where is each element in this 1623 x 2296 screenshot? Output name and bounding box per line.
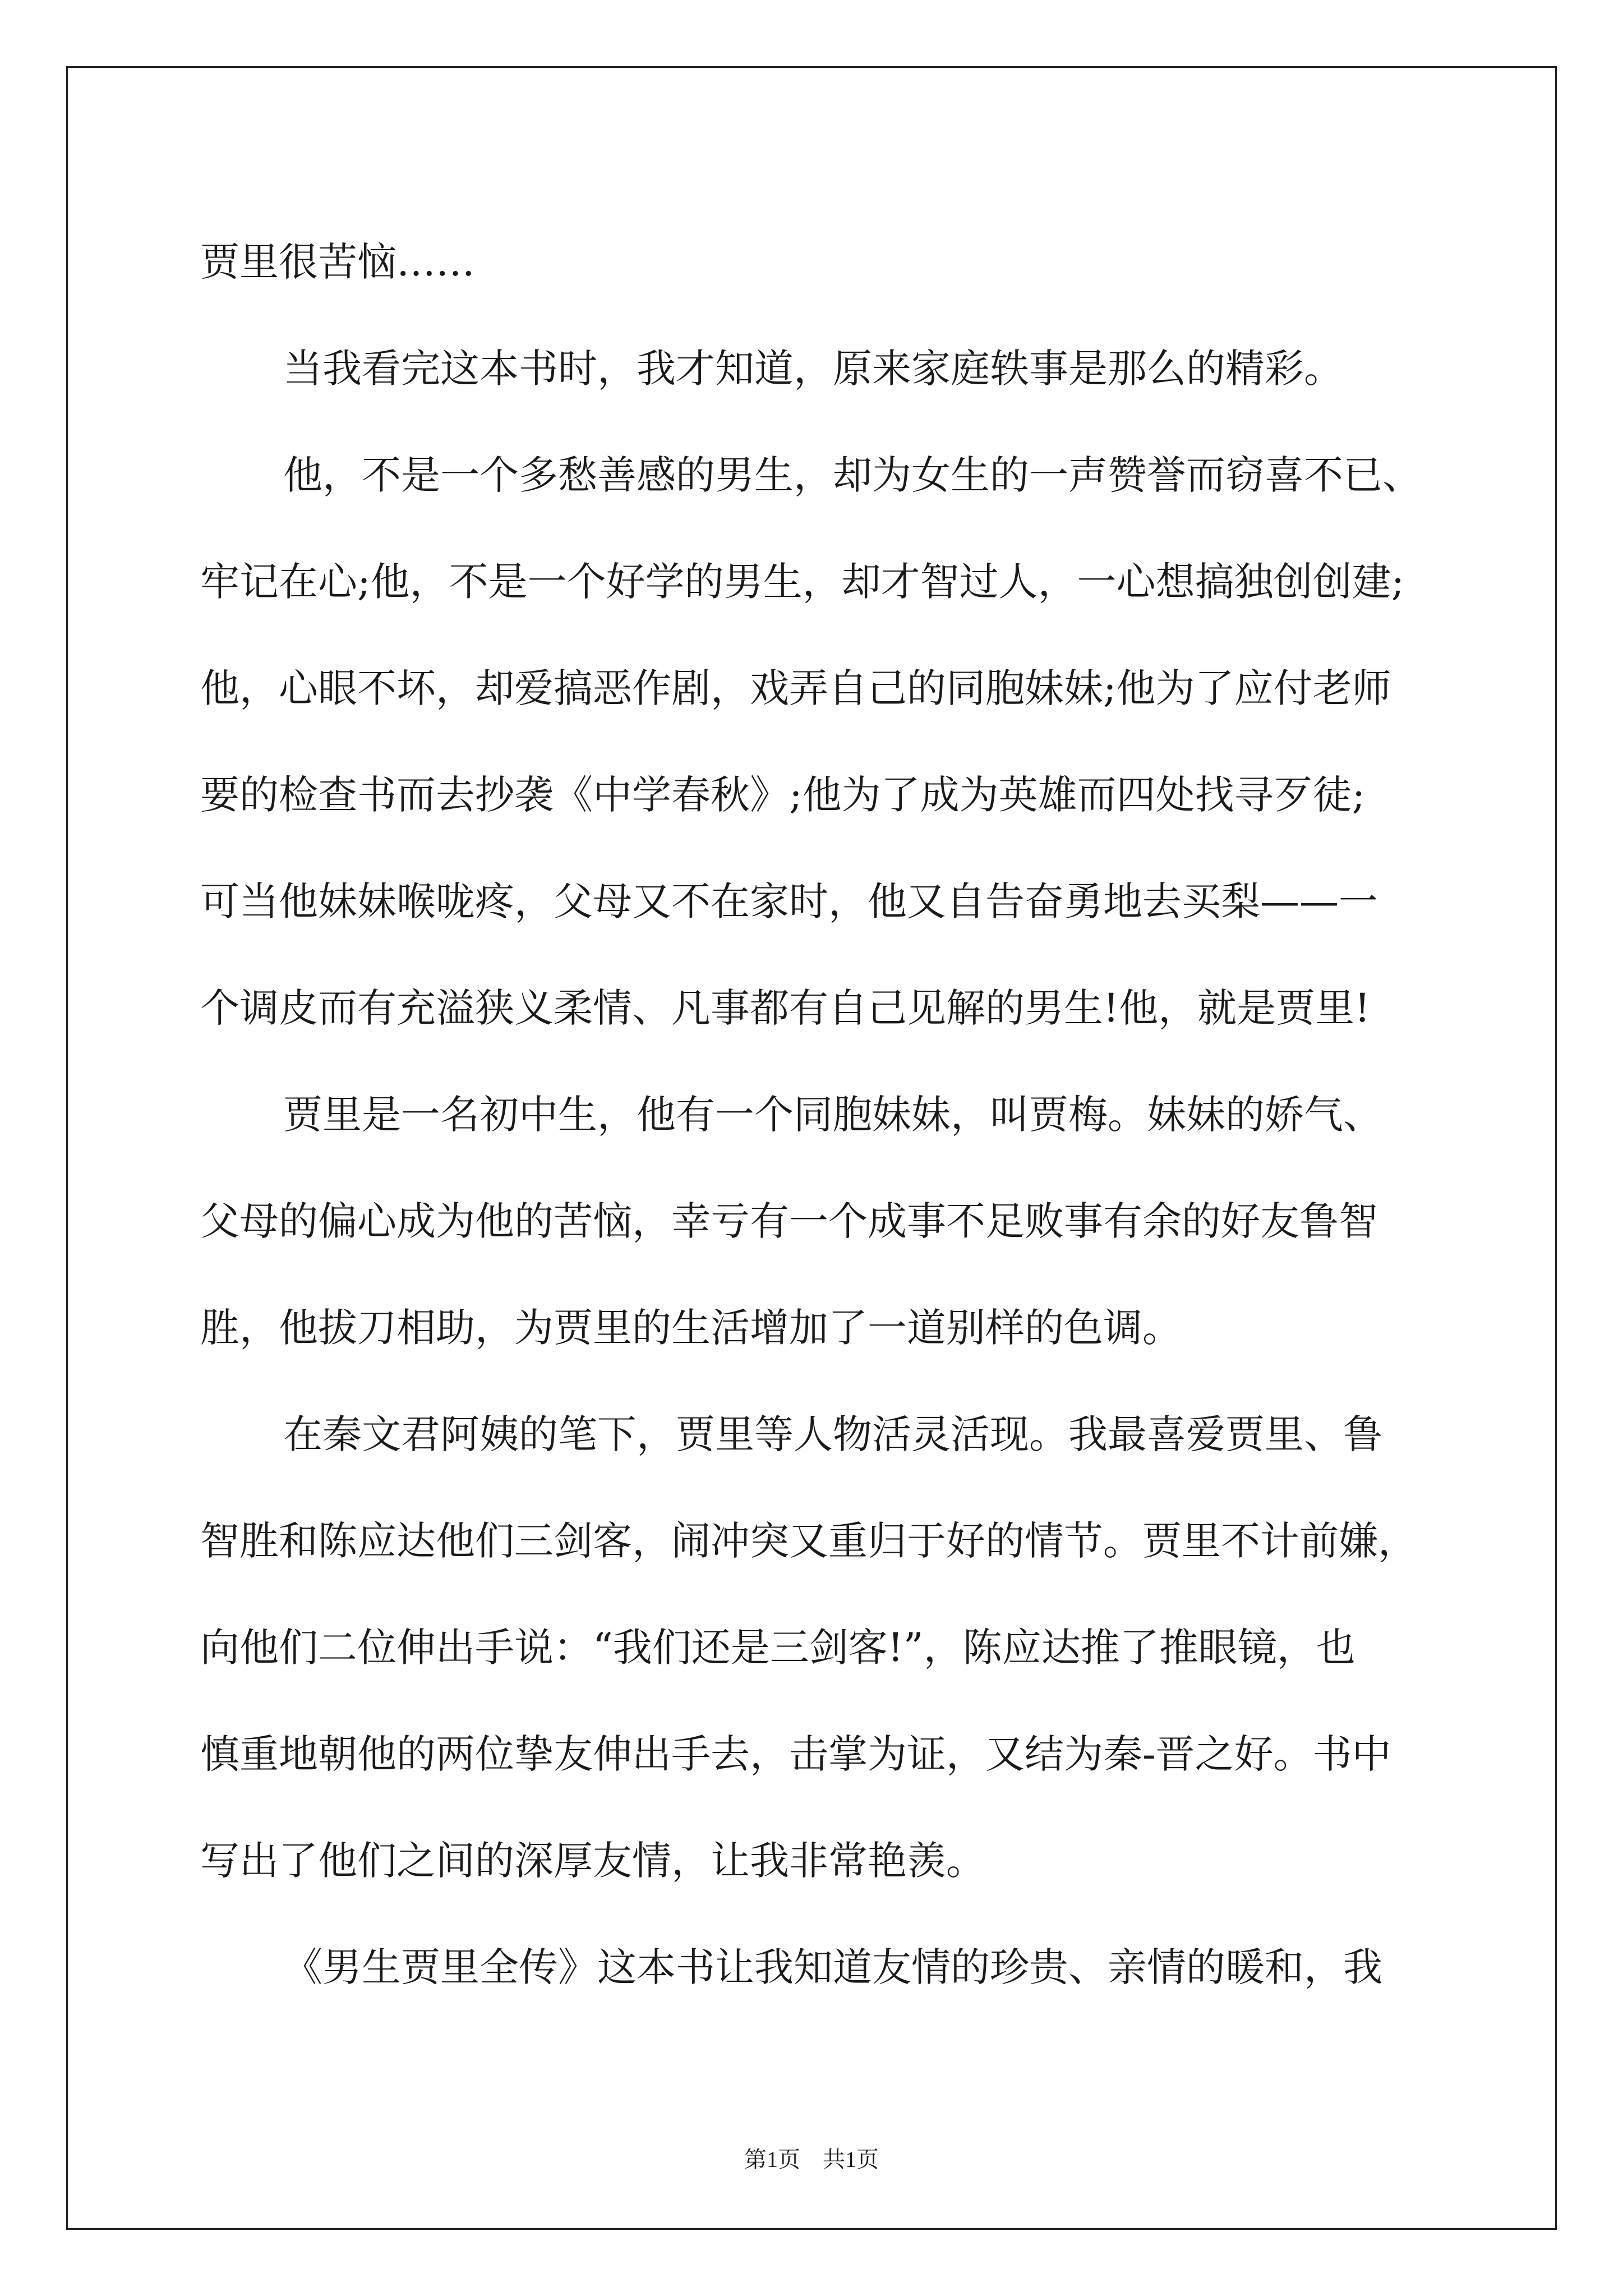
text-line: 当我看完这本书时，我才知道，原来家庭轶事是那么的精彩。: [283, 346, 1343, 392]
text-line: 《男生贾里全传》这本书让我知道友情的珍贵、亲情的暖和，我: [283, 1944, 1382, 1990]
text-line: 贾里很苦恼……: [200, 239, 475, 285]
text-line: 可当他妹妹喉咙疼，父母又不在家时，他又自告奋勇地去买梨——一: [200, 878, 1378, 924]
text-line: 他，心眼不坏，却爱搞恶作剧，戏弄自己的同胞妹妹;他为了应付老师: [200, 665, 1391, 711]
text-line: 牢记在心;他，不是一个好学的男生，却才智过人，一心想搞独创创建;: [200, 559, 1405, 605]
text-line: 写出了他们之间的深厚友情，让我非常艳羡。: [200, 1838, 985, 1884]
document-body: [200, 209, 1428, 2021]
text-line: 智胜和陈应达他们三剑客，闹冲突又重归于好的情节。贾里不计前嫌，: [200, 1518, 1417, 1564]
text-line: 向他们二位伸出手说：“我们还是三剑客!”，陈应达推了推眼镜，也: [200, 1625, 1355, 1671]
page-number-footer: 第1页 共1页: [744, 2147, 879, 2172]
text-line: 在秦文君阿姨的笔下，贾里等人物活灵活现。我最喜爱贾里、鲁: [283, 1411, 1382, 1457]
text-line: 他，不是一个多愁善感的男生，却为女生的一声赞誉而窃喜不已、: [283, 452, 1422, 498]
text-line: 胜，他拔刀相助，为贾里的生活增加了一道别样的色调。: [200, 1305, 1182, 1351]
text-line: 父母的偏心成为他的苦恼，幸亏有一个成事不足败事有余的好友鲁智: [200, 1198, 1378, 1244]
text-line: 个调皮而有充溢狭义柔情、凡事都有自己见解的男生!他，就是贾里!: [200, 985, 1371, 1031]
text-line: 要的检查书而去抄袭《中学春秋》;他为了成为英雄而四处找寻歹徒;: [200, 772, 1366, 818]
text-line: 贾里是一名初中生，他有一个同胞妹妹，叫贾梅。妹妹的娇气、: [283, 1092, 1382, 1138]
text-line: 慎重地朝他的两位挚友伸出手去，击掌为证，又结为秦-晋之好。书中: [200, 1731, 1391, 1777]
